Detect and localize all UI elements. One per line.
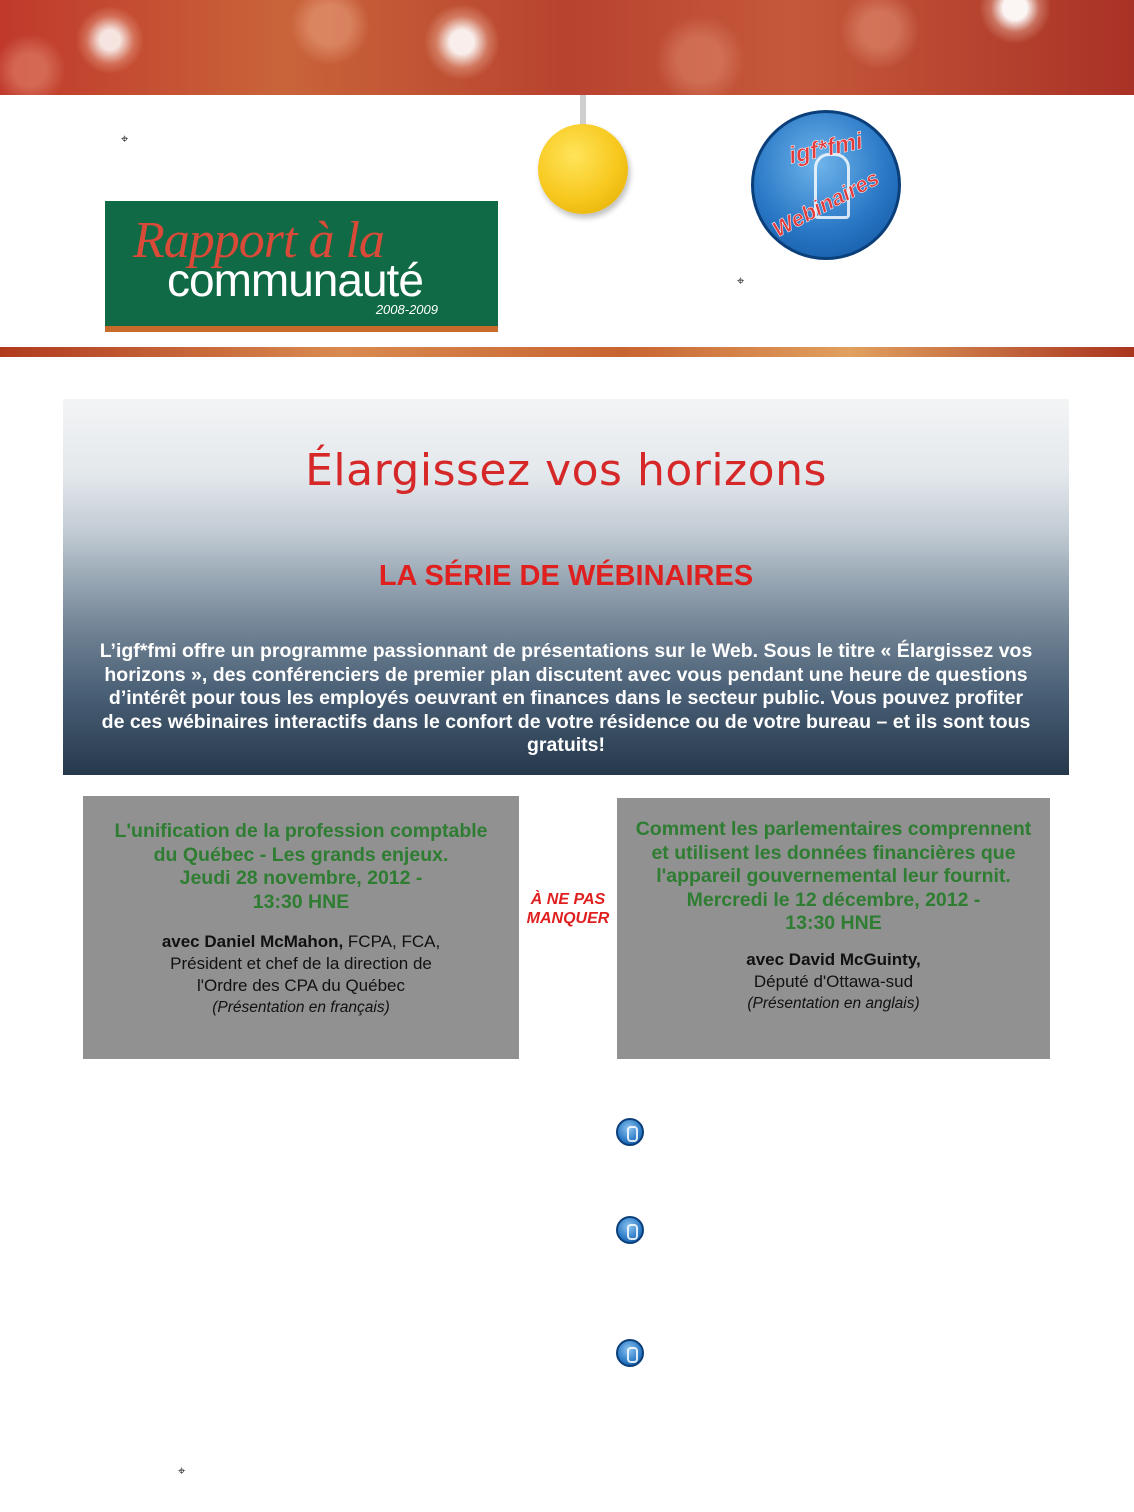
event-speaker bbox=[83, 931, 519, 953]
event-title-line: et utilisent les données financières que bbox=[651, 841, 1016, 864]
hero-subtitle: LA SÉRIE DE WÉBINAIRES bbox=[378, 560, 754, 592]
do-not-miss-line1: À NE PAS bbox=[530, 891, 606, 908]
maple-leaf-icon: ⌖ bbox=[737, 273, 745, 288]
event-box-right[interactable] bbox=[617, 798, 1050, 1059]
event-date: Mercredi le 12 décembre, 2012 - bbox=[686, 888, 981, 911]
speaker-organization: l'Ordre des CPA du Québec bbox=[197, 976, 405, 995]
event-title-line: L'unification de la profession comptable bbox=[114, 820, 488, 842]
event-box-left[interactable] bbox=[83, 796, 519, 1059]
speaker-name-text: avec David McGuinty, bbox=[746, 949, 921, 969]
webinaires-badge-logo[interactable] bbox=[751, 110, 901, 260]
event-title-line: du Québec - Les grands enjeux. bbox=[153, 843, 449, 866]
rapport-logo-line2: communauté bbox=[167, 254, 423, 306]
do-not-miss-line2: MANQUER bbox=[526, 910, 610, 927]
rapport-communaute-logo[interactable] bbox=[105, 201, 498, 332]
ornament-ball-icon bbox=[538, 124, 628, 214]
event-language: (Présentation en anglais) bbox=[747, 994, 920, 1012]
speaker-name: avec Daniel McMahon, bbox=[161, 932, 344, 951]
maple-leaf-icon: ⌖ bbox=[178, 1463, 186, 1478]
badge-bottom-text: Webinaires bbox=[768, 165, 884, 243]
hero-body-text: L’igf*fmi offre un programme passionnant de présentations sur le Web. Sous le titre « Élargissez vos horizons », des conférenciers de premier plan discutent avec vous pendant une heure de questions d’intérêt pour tous les employés oeuvrant en finances dans le secteur public. Vous pouvez profiter de ces wébinaires interactifs dans le confort de votre résidence ou de votre bureau – et ils sont tous gratuits! bbox=[99, 640, 1033, 756]
event-time: 13:30 HNE bbox=[785, 912, 882, 934]
rapport-logo-years: 2008-2009 bbox=[375, 302, 438, 317]
hero-title: Élargissez vos horizons bbox=[305, 445, 827, 496]
ornament-string bbox=[580, 95, 586, 125]
webinar-icon[interactable] bbox=[616, 1118, 644, 1146]
event-language: (Présentation en français) bbox=[212, 999, 390, 1016]
header-bokeh-band bbox=[0, 0, 1134, 95]
webinar-icon[interactable] bbox=[616, 1216, 644, 1244]
event-time: 13:30 HNE bbox=[252, 890, 350, 913]
event-title-line: Comment les parlementaires comprennent bbox=[635, 818, 1032, 840]
rapport-logo-bar bbox=[105, 326, 498, 332]
header-bottom-strip bbox=[0, 347, 1134, 357]
speaker-name bbox=[617, 949, 1050, 971]
maple-leaf-icon: ⌖ bbox=[121, 131, 129, 146]
speaker-role: Président et chef de la direction de bbox=[170, 954, 432, 973]
event-date: Jeudi 28 novembre, 2012 - bbox=[179, 867, 423, 889]
webinar-icon[interactable] bbox=[616, 1339, 644, 1367]
rapport-logo-line1: Rapport à la bbox=[133, 212, 384, 269]
speaker-credentials: FCPA, FCA, bbox=[343, 932, 441, 951]
do-not-miss-label bbox=[520, 890, 616, 928]
event-title-line: l'appareil gouvernemental leur fournit. bbox=[656, 865, 1011, 887]
speaker-role: Député d'Ottawa-sud bbox=[753, 971, 914, 991]
badge-top-text: igf*fmi bbox=[786, 127, 866, 170]
